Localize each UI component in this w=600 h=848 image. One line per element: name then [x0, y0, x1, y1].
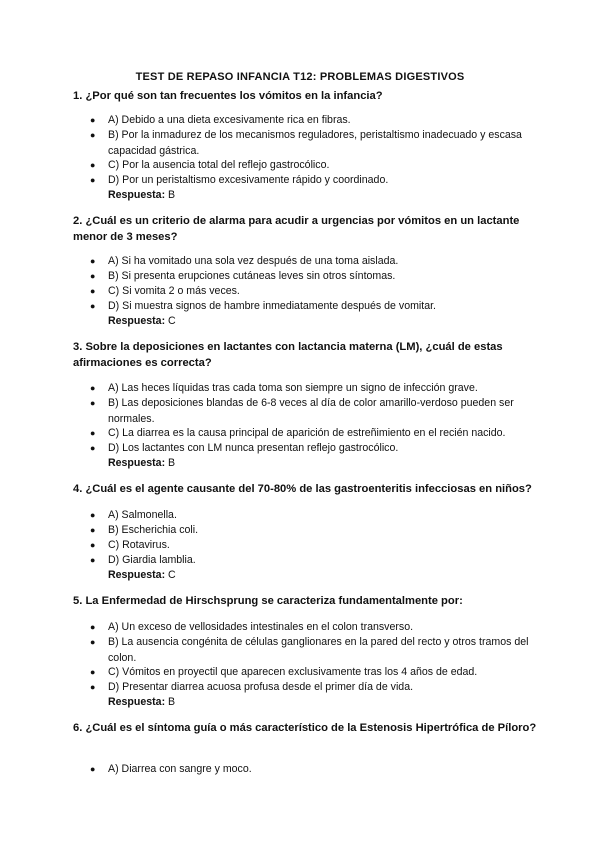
option-text: A) Un exceso de vellosidades intestinales en el colon transverso. [108, 621, 414, 633]
question-2-option-c [90, 284, 530, 300]
question-4-answer [108, 568, 176, 584]
bullet-icon: ● [90, 271, 96, 281]
bullet-icon: ● [90, 130, 96, 140]
option-text: B) La ausencia congénita de células ganglionares en la pared del recto y otros tramos del colon. [108, 636, 529, 664]
question-2-answer [108, 314, 176, 330]
question-1-option-b [90, 128, 530, 159]
question-6-text: 6. ¿Cuál es el síntoma guía o más característico de la Estenosis Hipertrófica de Píloro? [73, 722, 537, 734]
option-text: D) Si muestra signos de hambre inmediatamente después de vomitar. [108, 300, 436, 312]
answer-label: Respuesta: [108, 315, 166, 327]
bullet-icon: ● [90, 764, 96, 774]
option-text: D) Giardia lamblia. [108, 554, 196, 566]
question-2-text: 2. ¿Cuál es un criterio de alarma para acudir a urgencias por vómitos en un lactante menor de 3 meses? [73, 215, 520, 243]
question-5-option-a [90, 620, 530, 636]
bullet-icon: ● [90, 555, 96, 565]
question-4-option-b [90, 523, 530, 539]
bullet-icon: ● [90, 286, 96, 296]
bullet-icon: ● [90, 115, 96, 125]
question-1-option-d [90, 173, 530, 189]
bullet-icon: ● [90, 622, 96, 632]
option-text: A) Diarrea con sangre y moco. [108, 763, 252, 775]
answer-value: B [165, 457, 176, 469]
option-text: A) Si ha vomitado una sola vez después de una toma aislada. [108, 255, 399, 267]
question-3-option-a [90, 381, 530, 397]
option-text: D) Presentar diarrea acuosa profusa desde el primer día de vida. [108, 681, 414, 693]
answer-value: B [165, 696, 176, 708]
bullet-icon: ● [90, 682, 96, 692]
bullet-icon: ● [90, 510, 96, 520]
question-2-option-d [90, 299, 530, 315]
question-1-answer [108, 188, 175, 204]
option-text: B) Las deposiciones blandas de 6-8 veces al día de color amarillo-verdoso pueden ser normales. [108, 397, 514, 425]
option-text: A) Las heces líquidas tras cada toma son siempre un signo de infección grave. [108, 382, 478, 394]
question-3-option-b [90, 396, 530, 427]
bullet-icon: ● [90, 428, 96, 438]
question-4-option-d [90, 553, 530, 569]
option-text: A) Salmonella. [108, 509, 177, 521]
option-text: A) Debido a una dieta excesivamente rica en fibras. [108, 114, 351, 126]
bullet-icon: ● [90, 398, 96, 408]
question-4-option-c [90, 538, 530, 554]
option-text: C) Por la ausencia total del reflejo gastrocólico. [108, 159, 330, 171]
answer-label: Respuesta: [108, 696, 166, 708]
option-text: C) La diarrea es la causa principal de aparición de estreñimiento en el recién nacido. [108, 427, 506, 439]
bullet-icon: ● [90, 301, 96, 311]
question-1-text: 1. ¿Por qué son tan frecuentes los vómitos en la infancia? [73, 90, 383, 102]
answer-value: C [165, 315, 176, 327]
question-1-option-c [90, 158, 530, 174]
bullet-icon: ● [90, 383, 96, 393]
answer-label: Respuesta: [108, 457, 166, 469]
question-3-option-c [90, 426, 530, 442]
bullet-icon: ● [90, 637, 96, 647]
option-text: C) Rotavirus. [108, 539, 170, 551]
question-3-option-d [90, 441, 530, 457]
bullet-icon: ● [90, 160, 96, 170]
bullet-icon: ● [90, 256, 96, 266]
question-2-option-b [90, 269, 530, 285]
question-5-text: 5. La Enfermedad de Hirschsprung se caracteriza fundamentalmente por: [73, 595, 463, 607]
answer-label: Respuesta: [108, 569, 166, 581]
option-text: D) Los lactantes con LM nunca presentan reflejo gastrocólico. [108, 442, 399, 454]
bullet-icon: ● [90, 175, 96, 185]
option-text: B) Si presenta erupciones cutáneas leves sin otros síntomas. [108, 270, 396, 282]
question-4-text: 4. ¿Cuál es el agente causante del 70-80% de las gastroenteritis infecciosas en niños? [73, 483, 532, 495]
bullet-icon: ● [90, 525, 96, 535]
question-3-text: 3. Sobre la deposiciones en lactantes con lactancia materna (LM), ¿cuál de estas afirmaciones es correcta? [73, 341, 503, 369]
question-3-answer [108, 456, 175, 472]
option-text: D) Por un peristaltismo excesivamente rápido y coordinado. [108, 174, 389, 186]
question-5-answer [108, 695, 175, 711]
bullet-icon: ● [90, 540, 96, 550]
option-text: B) Escherichia coli. [108, 524, 199, 536]
question-4-option-a [90, 508, 530, 524]
answer-value: B [165, 189, 176, 201]
question-5-option-d [90, 680, 530, 696]
answer-label: Respuesta: [108, 189, 166, 201]
question-5-option-c [90, 665, 530, 681]
document-title: TEST DE REPASO INFANCIA T12: PROBLEMAS DIGESTIVOS [135, 71, 465, 83]
answer-value: C [165, 569, 176, 581]
question-5-option-b [90, 635, 530, 666]
bullet-icon: ● [90, 443, 96, 453]
bullet-icon: ● [90, 667, 96, 677]
option-text: B) Por la inmadurez de los mecanismos reguladores, peristaltismo inadecuado y escasa capacidad gástrica. [108, 129, 522, 157]
option-text: C) Si vomita 2 o más veces. [108, 285, 240, 297]
question-1-option-a [90, 113, 530, 129]
question-6-option-a [90, 762, 530, 778]
option-text: C) Vómitos en proyectil que aparecen exclusivamente tras los 4 años de edad. [108, 666, 478, 678]
question-2-option-a [90, 254, 530, 270]
